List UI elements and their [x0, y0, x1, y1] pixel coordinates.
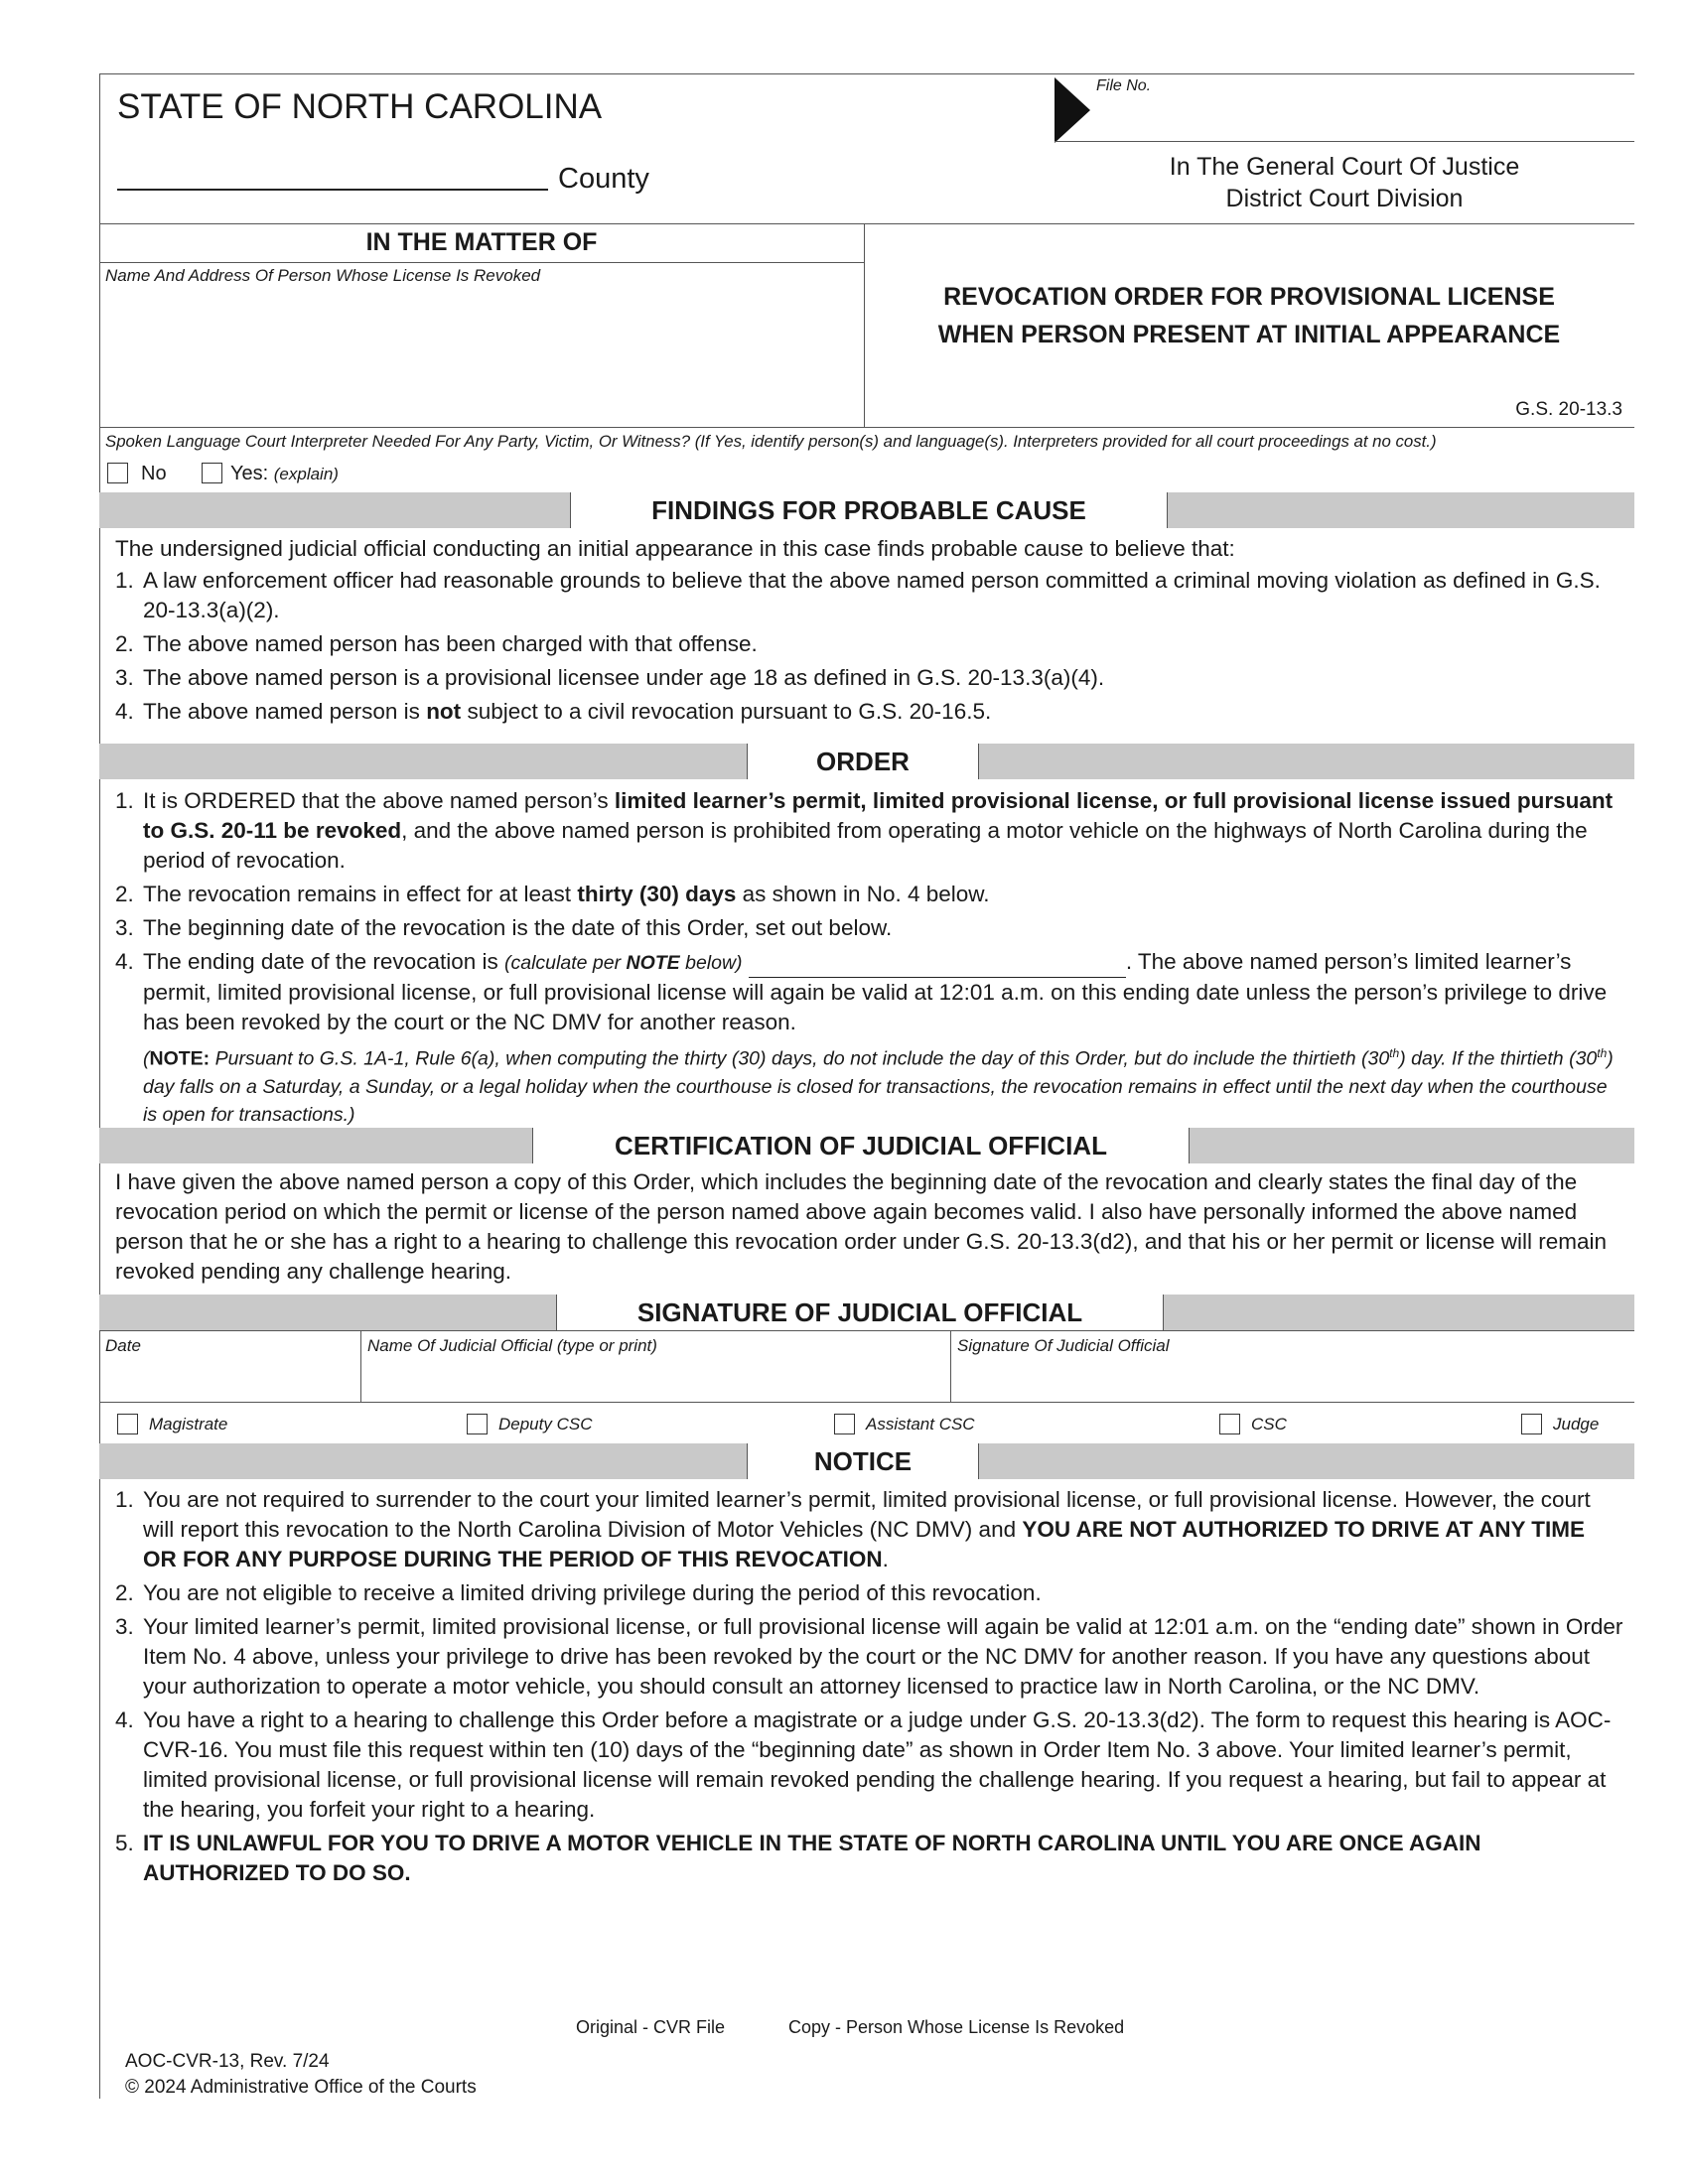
- order-item-2-pre: The revocation remains in effect for at least: [143, 882, 572, 906]
- certification-heading: CERTIFICATION OF JUDICIAL OFFICIAL: [532, 1128, 1190, 1163]
- file-no-label: File No.: [1096, 77, 1152, 94]
- notice-item-1: 1. You are not required to surrender to the court your limited learner’s permit, limited provisional license, or full provisional license. However, the court will report this revocation to the North Carolina Division of Motor Vehicles (NC DMV) and YOU ARE NOT AUTHORIZED TO DRIVE AT ANY TIME OR FOR ANY PURPOSE DURING THE PERIOD OF THIS REVOCATION.: [115, 1487, 1591, 1571]
- role-judge-checkbox[interactable]: [1521, 1414, 1542, 1434]
- findings-item-3-text: The above named person is a provisional licensee under age 18 as defined in G.S. 20-13.3(a)(4).: [143, 665, 1105, 690]
- form-id: AOC-CVR-13, Rev. 7/24: [125, 2051, 330, 2072]
- court-name: [1055, 151, 1634, 214]
- official-name-field[interactable]: [363, 1360, 947, 1400]
- notice-item-3-text: Your limited learner’s permit, limited provisional license, or full provisional license will again be valid at 12:01 a.m. on the “ending date” shown in Order Item No. 4 above, unless your privilege to drive has been revoked by the court or the NC DMV for another reason. If you have any questions about your authorization to operate a motor vehicle, you should consult an attorney licensed to practice law in North Carolina, or the NC DMV.: [143, 1614, 1623, 1699]
- order-item-1-pre: It is ORDERED that the above named person’s: [143, 788, 609, 813]
- order-heading: ORDER: [747, 744, 979, 779]
- footer-original: Original - CVR File: [576, 2017, 726, 2037]
- form-title-line-1: REVOCATION ORDER FOR PROVISIONAL LICENSE: [943, 283, 1555, 311]
- signature-divider-2: [950, 1330, 951, 1402]
- notice-item-1-bold: YOU ARE NOT AUTHORIZED TO DRIVE AT ANY TIME OR FOR ANY PURPOSE DURING THE PERIOD OF THIS REVOCATION: [143, 1517, 1586, 1571]
- order-body: [115, 786, 1624, 1129]
- order-note: (NOTE: Pursuant to G.S. 1A-1, Rule 6(a), when computing the thirty (30) days, do not include the day of this Order, but do include the thirtieth (30th) day. If the thirtieth (30th) day falls on a Saturday, a Sunday, or a legal holiday when the courthouse is closed for transactions, the revocation remains in effect until the next day when the courthouse is open for transactions.): [143, 1046, 1614, 1126]
- findings-body: [115, 534, 1624, 731]
- certification-bar: [99, 1128, 1634, 1163]
- notice-item-3: 3. Your limited learner’s permit, limited provisional license, or full provisional license will again be valid at 12:01 a.m. on the “ending date” shown in Order Item No. 4 above, unless your privilege to drive has been revoked by the court or the NC DMV for another reason. If you have any questions about your authorization to operate a motor vehicle, you should consult an attorney licensed to practice law in North Carolina, or the NC DMV.: [115, 1612, 1624, 1702]
- date-field[interactable]: [101, 1360, 357, 1400]
- matter-name-label: Name And Address Of Person Whose License Is Revoked: [105, 266, 541, 285]
- signature-divider-1: [360, 1330, 361, 1402]
- notice-item-2: 2. You are not eligible to receive a limited driving privilege during the period of this revocation.: [115, 1578, 1624, 1608]
- top-border: [99, 73, 1634, 74]
- findings-item-4-pre: The above named person is: [143, 699, 420, 724]
- order-item-1-post: , and the above named person is prohibited from operating a motor vehicle on the highways of North Carolina during the period of revocation.: [143, 818, 1588, 873]
- interpreter-yes: [230, 463, 339, 485]
- order-note-b: ) day. If the thirtieth (30: [1399, 1047, 1598, 1070]
- findings-item-4-bold: not: [426, 699, 462, 724]
- form-statute: G.S. 20-13.3: [1515, 399, 1622, 420]
- role-assistant-csc-label: Assistant CSC: [866, 1415, 975, 1433]
- matter-name-field[interactable]: [101, 290, 862, 425]
- official-name-label: Name Of Judicial Official (type or print): [367, 1336, 657, 1355]
- notice-item-1-pre: You are not required to surrender to the court your limited learner’s permit, limited provisional license, or full provisional license. However, the court will report this revocation to the North Carolina Division of Motor Vehicles (NC DMV) and: [143, 1487, 1591, 1542]
- date-label: Date: [105, 1336, 141, 1355]
- form-title-line-2: WHEN PERSON PRESENT AT INITIAL APPEARANCE: [937, 321, 1561, 348]
- order-item-3-text: The beginning date of the revocation is the date of this Order, set out below.: [143, 915, 893, 940]
- footer-copy: Copy - Person Whose License Is Revoked: [788, 2017, 1125, 2037]
- findings-item-1-text: A law enforcement officer had reasonable grounds to believe that the above named person committed a criminal moving violation as defined in G.S. 20-13.3(a)(2).: [143, 568, 1601, 622]
- order-note-sup-1: th: [1389, 1046, 1400, 1060]
- matter-heading: IN THE MATTER OF: [365, 228, 598, 256]
- notice-item-4-text: You have a right to a hearing to challenge this Order before a magistrate or a judge under G.S. 20-13.3(d2). The form to request this hearing is AOC-CVR-16. You must file this request within ten (10) days of the “beginning date” as shown in Order Item No. 3 above. Your limited learner’s permit, limited provisional license, or full provisional license will remain revoked pending the challenge hearing. If you request a hearing, but fail to appear at the hearing, you forfeit your right to a hearing.: [143, 1707, 1612, 1822]
- findings-item-2: 2. The above named person has been charged with that offense.: [115, 629, 1624, 659]
- findings-item-4: 4. The above named person is not subject to a civil revocation pursuant to G.S. 20-16.5.: [115, 699, 992, 724]
- findings-item-3: 3. The above named person is a provisional licensee under age 18 as defined in G.S. 20-13.3(a)(4).: [115, 663, 1624, 693]
- findings-item-2-text: The above named person has been charged with that offense.: [143, 631, 758, 656]
- role-magistrate-checkbox[interactable]: [117, 1414, 138, 1434]
- court-line-2: District Court Division: [1225, 185, 1464, 212]
- notice-item-1-post: .: [882, 1547, 889, 1571]
- role-magistrate-label: Magistrate: [149, 1415, 228, 1433]
- form-title: [864, 278, 1634, 353]
- order-note-c: ) day falls on a Saturday, a Sunday, or a legal holiday when the courthouse is closed for transactions, the revocation remains in effect until the next day when the courthouse is open for transactions.): [143, 1047, 1614, 1126]
- order-item-4-pre: The ending date of the revocation is: [143, 949, 498, 974]
- notice-item-5-text: IT IS UNLAWFUL FOR YOU TO DRIVE A MOTOR VEHICLE IN THE STATE OF NORTH CAROLINA UNTIL YOU ARE ONCE AGAIN AUTHORIZED TO DO SO.: [143, 1831, 1481, 1885]
- copyright: © 2024 Administrative Office of the Courts: [125, 2077, 477, 2098]
- ending-date-field[interactable]: [749, 953, 1126, 978]
- notice-bar: [99, 1443, 1634, 1479]
- order-bar: [99, 744, 1634, 779]
- role-csc-label: CSC: [1251, 1415, 1287, 1433]
- notice-item-5: 5. IT IS UNLAWFUL FOR YOU TO DRIVE A MOTOR VEHICLE IN THE STATE OF NORTH CAROLINA UNTIL YOU ARE ONCE AGAIN AUTHORIZED TO DO SO.: [115, 1829, 1624, 1888]
- interpreter-yes-checkbox[interactable]: [202, 463, 222, 483]
- notice-item-2-text: You are not eligible to receive a limited driving privilege during the period of this revocation.: [143, 1580, 1042, 1605]
- certification-text: I have given the above named person a copy of this Order, which includes the beginning date of the revocation and clearly states the final day of the revocation period on which the permit or license of the person named above again becomes valid. I also have personally informed the above named person that he or she has a right to a hearing to challenge this revocation order under G.S. 20-13.3(d2), and that his or her permit or license will remain revoked pending any challenge hearing.: [115, 1169, 1608, 1284]
- notice-heading: NOTICE: [747, 1443, 979, 1479]
- signature-row-bottom: [99, 1402, 1634, 1403]
- order-item-2: 2. The revocation remains in effect for at least thirty (30) days as shown in No. 4 below.: [115, 882, 990, 906]
- findings-heading: FINDINGS FOR PROBABLE CAUSE: [570, 492, 1168, 528]
- findings-item-1: 1. A law enforcement officer had reasonable grounds to believe that the above named person committed a criminal moving violation as defined in G.S. 20-13.3(a)(2).: [115, 566, 1624, 625]
- order-item-1-bold: limited learner’s permit, limited provisional license, or full provisional license issued pursuant to G.S. 20-11 be revoked: [143, 788, 1614, 843]
- official-signature-label: Signature Of Judicial Official: [957, 1336, 1170, 1355]
- interpreter-yes-hint: (explain): [273, 465, 339, 483]
- order-item-4: 4. The ending date of the revocation is (calculate per NOTE below) . The above named person’s limited learner’s permit, limited provisional license, or full provisional license will again be valid at 12:01 a.m. on this ending date unless the person’s privilege to drive has been revoked by the court or the NC DMV for another reason. (NOTE: Pursuant to G.S. 1A-1, Rule 6(a), when computing the thirty (30) days, do not include the day of this Order, but do include the thirtieth (30th) day. If the thirtieth (30th) day falls on a Saturday, a Sunday, or a legal holiday when the courthouse is closed for transactions, the revocation remains in effect until the next day when the courthouse is open for transactions.): [115, 947, 1624, 1129]
- file-no-arrow-icon: [1055, 77, 1092, 143]
- order-item-3: 3. The beginning date of the revocation is the date of this Order, set out below.: [115, 913, 1624, 943]
- signature-bar: [99, 1295, 1634, 1330]
- order-item-4-calc-post: below): [685, 952, 743, 974]
- interpreter-yes-label: Yes:: [230, 463, 269, 484]
- role-assistant-csc-checkbox[interactable]: [834, 1414, 855, 1434]
- findings-intro: The undersigned judicial official conducting an initial appearance in this case finds probable cause to believe that:: [115, 536, 1235, 561]
- header-divider: [99, 223, 1634, 224]
- signature-row-top: [99, 1330, 1634, 1331]
- file-no-field[interactable]: [1055, 141, 1634, 142]
- signature-heading: SIGNATURE OF JUDICIAL OFFICIAL: [556, 1295, 1164, 1330]
- notice-body: [115, 1485, 1624, 1892]
- role-deputy-csc-checkbox[interactable]: [467, 1414, 488, 1434]
- interpreter-no-label: No: [141, 463, 167, 484]
- court-line-1: In The General Court Of Justice: [1169, 153, 1520, 181]
- order-item-4-post: . The above named person’s limited learner’s permit, limited provisional license, or full provisional license will again be valid at 12:01 a.m. on this ending date unless the person’s privilege to drive has been revoked by the court or the NC DMV for another reason.: [143, 949, 1608, 1034]
- findings-bar: [99, 492, 1634, 528]
- matter-heading-line: [99, 262, 864, 263]
- left-border: [99, 73, 100, 2099]
- role-deputy-csc-label: Deputy CSC: [498, 1415, 593, 1433]
- order-item-2-bold: thirty (30) days: [577, 882, 737, 906]
- role-csc-checkbox[interactable]: [1219, 1414, 1240, 1434]
- order-item-4-calc-bold: NOTE: [626, 952, 680, 974]
- role-judge-label: Judge: [1553, 1415, 1600, 1433]
- interpreter-no-checkbox[interactable]: [107, 463, 128, 483]
- state-title: STATE OF NORTH CAROLINA: [117, 87, 603, 126]
- findings-item-4-post: subject to a civil revocation pursuant to G.S. 20-16.5.: [467, 699, 992, 724]
- order-note-sup-2: th: [1597, 1046, 1608, 1060]
- order-item-1: 1. It is ORDERED that the above named person’s limited learner’s permit, limited provisional license, or full provisional license issued pursuant to G.S. 20-11 be revoked, and the above named person is prohibited from operating a motor vehicle on the highways of North Carolina during the period of revocation.: [115, 788, 1614, 873]
- order-item-4-calc-pre: (calculate per: [504, 952, 622, 974]
- county-blank[interactable]: [117, 189, 548, 191]
- order-note-a: Pursuant to G.S. 1A-1, Rule 6(a), when computing the thirty (30) days, do not include the day of this Order, but do include the thirtieth (30: [214, 1047, 1390, 1070]
- order-note-label: NOTE:: [149, 1047, 211, 1070]
- matter-bottom-line: [99, 427, 1634, 428]
- interpreter-question: Spoken Language Court Interpreter Needed For Any Party, Victim, Or Witness? (If Yes, identify person(s) and language(s). Interpreters provided for all court proceedings at no cost.): [105, 432, 1437, 451]
- notice-item-4: 4. You have a right to a hearing to challenge this Order before a magistrate or a judge under G.S. 20-13.3(d2). The form to request this hearing is AOC-CVR-16. You must file this request within ten (10) days of the “beginning date” as shown in Order Item No. 3 above. Your limited learner’s permit, limited provisional license, or full provisional license will remain revoked pending the challenge hearing. If you request a hearing, but fail to appear at the hearing, you forfeit your right to a hearing.: [115, 1706, 1624, 1825]
- order-item-2-post: as shown in No. 4 below.: [742, 882, 990, 906]
- official-signature-field[interactable]: [953, 1360, 1632, 1400]
- county-label: County: [558, 163, 649, 195]
